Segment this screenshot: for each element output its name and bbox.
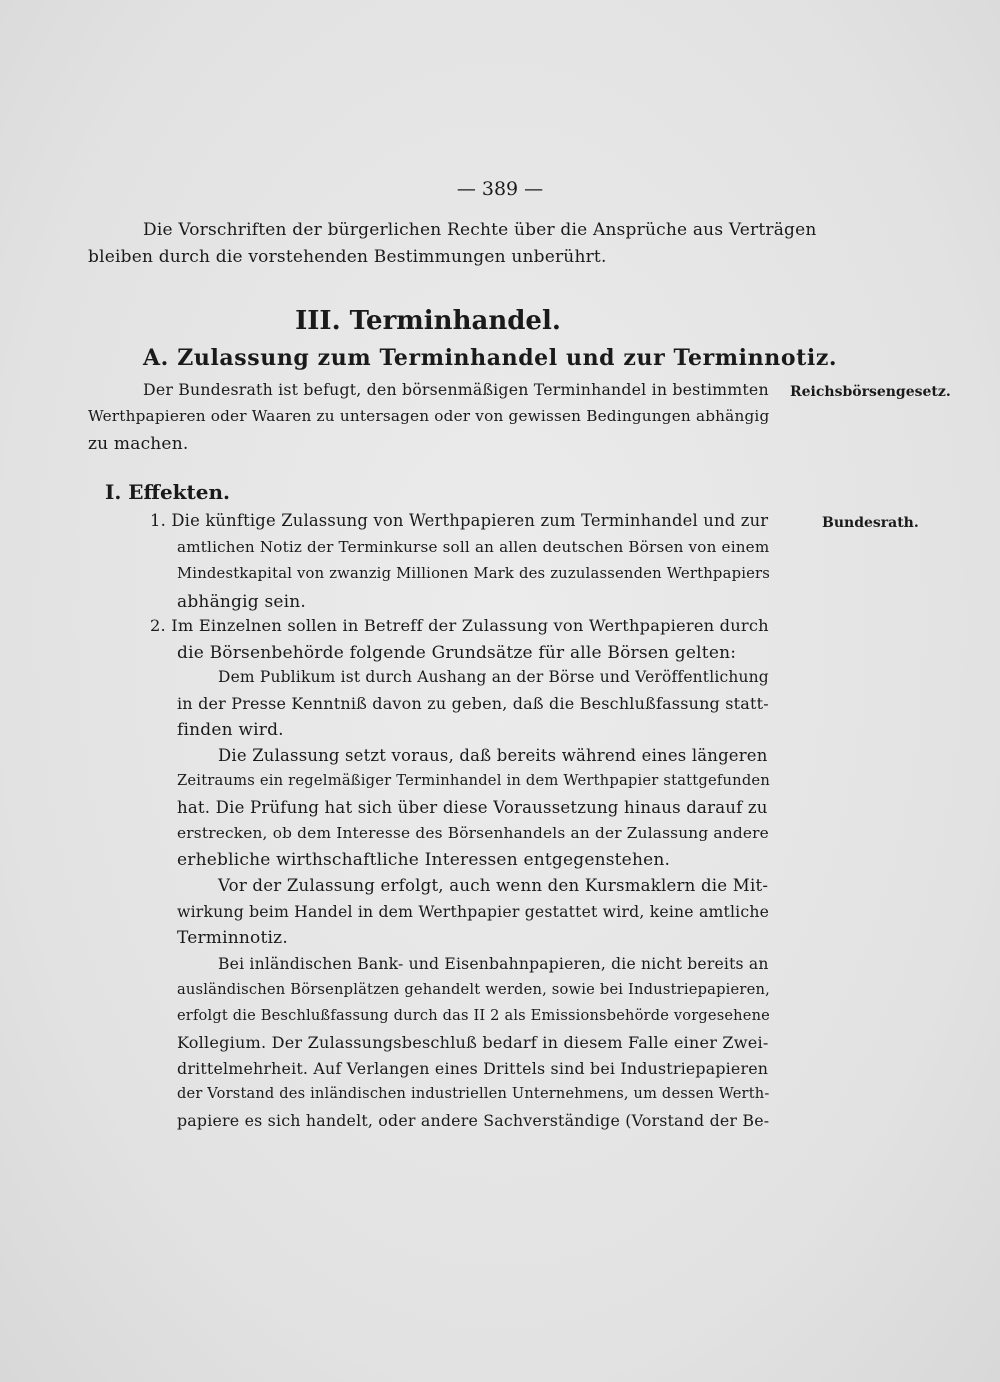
item2-line-18: drittelmehrheit. Auf Verlangen eines Drittels sind bei Industriepapieren — [177, 1059, 769, 1078]
intro-line-1: Die Vorschriften der bürgerlichen Rechte über die Ansprüche aus Verträgen — [143, 220, 817, 240]
item2-line-9: erstrecken, ob dem Interesse des Börsenhandels an der Zulassung andere — [177, 824, 769, 842]
item1-line-2: amtlichen Notiz der Terminkurse soll an allen deutschen Börsen von einem — [177, 538, 770, 556]
item2-line-12: wirkung beim Handel in dem Werthpapier gestattet wird, keine amtliche — [177, 902, 770, 921]
subsection-heading: A. Zulassung zum Terminhandel und zur Terminnotiz. — [143, 345, 838, 371]
intro-line-2: bleiben durch die vorstehenden Bestimmungen unberührt. — [88, 247, 607, 267]
para-a-line-2: Werthpapieren oder Waaren zu untersagen oder von gewissen Bedingungen abhängig — [88, 407, 770, 425]
item2-line-7: Zeitraums ein regelmäßiger Terminhandel in dem Werthpapier stattgefunden — [177, 772, 770, 789]
item1-line-1: 1. Die künftige Zulassung von Werthpapieren zum Terminhandel und zur — [150, 511, 769, 530]
item2-line-13: Terminnotiz. — [177, 928, 288, 948]
item2-line-11: Vor der Zulassung erfolgt, auch wenn den Kursmaklern die Mit- — [218, 876, 769, 895]
item2-line-8: hat. Die Prüfung hat sich über diese Voraussetzung hinaus darauf zu — [177, 798, 768, 817]
para-a-line-3: zu machen. — [88, 434, 189, 454]
item2-line-3: Dem Publikum ist durch Aushang an der Börse und Veröffentlichung — [218, 668, 769, 686]
item2-line-2: die Börsenbehörde folgende Grundsätze für alle Börsen gelten: — [177, 643, 737, 663]
item2-line-20: papiere es sich handelt, oder andere Sachverständige (Vorstand der Be- — [177, 1111, 770, 1130]
item2-line-10: erhebliche wirthschaftliche Interessen entgegenstehen. — [177, 850, 671, 870]
effekten-heading: I. Effekten. — [105, 480, 230, 504]
page-number: — 389 — — [456, 178, 544, 200]
item2-line-14: Bei inländischen Bank- und Eisenbahnpapieren, die nicht bereits an — [218, 955, 769, 973]
item1-line-4: abhängig sein. — [177, 592, 307, 612]
para-a-line-1: Der Bundesrath ist befugt, den börsenmäßigen Terminhandel in bestimmten — [143, 380, 769, 399]
item2-line-6: Die Zulassung setzt voraus, daß bereits während eines längeren — [218, 746, 768, 765]
item2-line-19: der Vorstand des inländischen industriellen Unternehmens, um dessen Werth- — [177, 1085, 770, 1102]
item2-line-1: 2. Im Einzelnen sollen in Betreff der Zulassung von Werthpapieren durch — [150, 616, 769, 635]
item2-line-16: erfolgt die Beschlußfassung durch das II 2 als Emissionsbehörde vorgesehene — [177, 1007, 770, 1024]
item2-line-17: Kollegium. Der Zulassungsbeschluß bedarf in diesem Falle einer Zwei- — [177, 1033, 769, 1052]
item1-line-3: Mindestkapital von zwanzig Millionen Mark des zuzulassenden Werthpapiers — [177, 565, 771, 582]
margin-note-bundesrath: Bundesrath. — [822, 515, 919, 531]
item2-line-5: finden wird. — [177, 720, 284, 740]
item2-line-15: ausländischen Börsenplätzen gehandelt werden, sowie bei Industriepapieren, — [177, 981, 770, 998]
margin-note-reichsboersengesetz: Reichsbörsengesetz. — [790, 384, 951, 400]
item2-line-4: in der Presse Kenntniß davon zu geben, daß die Beschlußfassung statt- — [177, 694, 769, 713]
section-heading: III. Terminhandel. — [295, 306, 561, 336]
